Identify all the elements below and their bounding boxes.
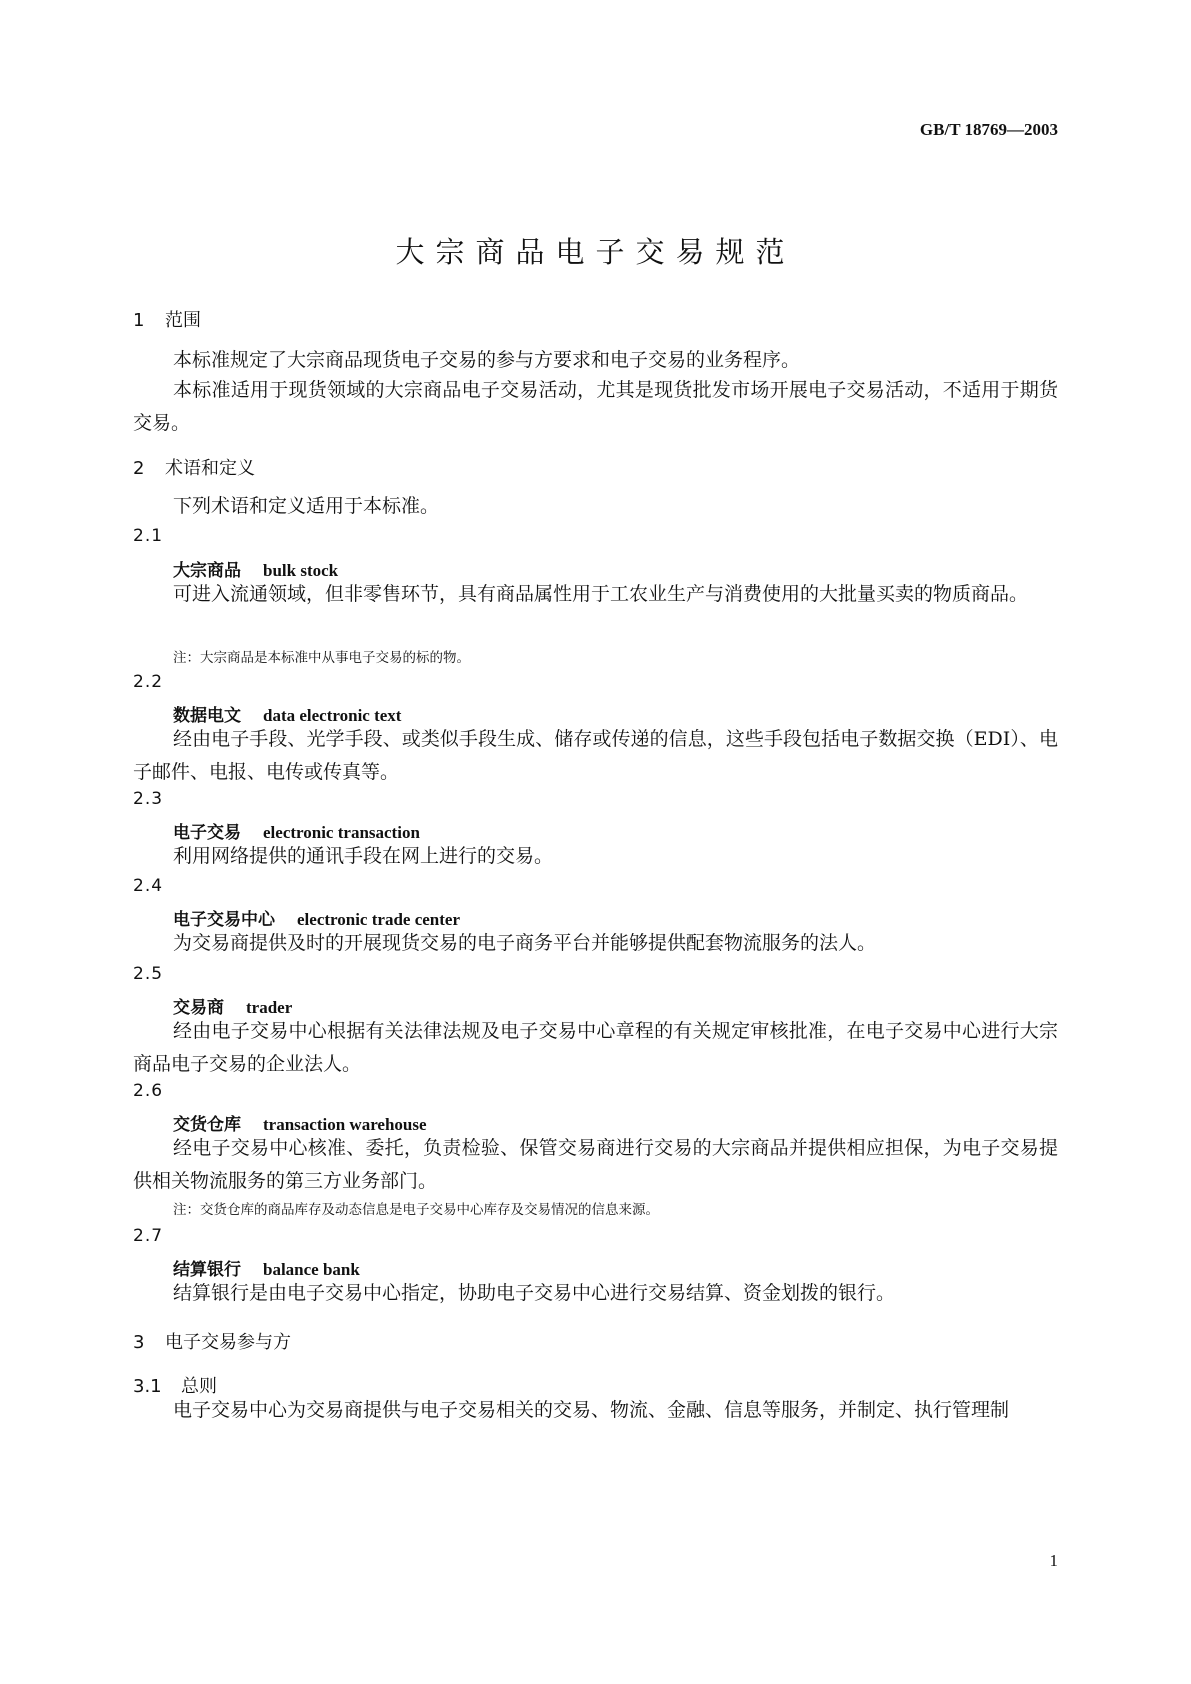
term-definition: 可进入流通领域，但非零售环节，具有商品属性用于工农业生产与消费使用的大批量买卖的物质商品。 (173, 583, 1029, 605)
section-heading-1: 1 范围 (133, 310, 201, 331)
page-number: 1 (1049, 1551, 1058, 1570)
term-name: 电子交易 electronic transaction (173, 823, 420, 843)
term-number: 2.7 (133, 1226, 164, 1246)
term-name: 电子交易中心 electronic trade center (173, 910, 460, 930)
term-note: 注：大宗商品是本标准中从事电子交易的标的物。 (173, 650, 470, 666)
term-definition: 经由电子交易中心根据有关法律法规及电子交易中心章程的有关规定审核批准，在电子交易中心进行大宗商品电子交易的企业法人。 (133, 1020, 1058, 1075)
term-definition: 为交易商提供及时的开展现货交易的电子商务平台并能够提供配套物流服务的法人。 (173, 932, 877, 954)
term-number: 2.1 (133, 526, 164, 546)
term-number: 2.2 (133, 672, 164, 692)
term-definition: 经电子交易中心核准、委托，负责检验、保管交易商进行交易的大宗商品并提供相应担保，为电子交易提供相关物流服务的第三方业务部门。 (133, 1137, 1058, 1192)
term-definition: 利用网络提供的通讯手段在网上进行的交易。 (173, 845, 554, 867)
term-name: 数据电文 data electronic text (173, 706, 402, 726)
section-heading-2: 2 术语和定义 (133, 458, 255, 479)
term-note: 注：交货仓库的商品库存及动态信息是电子交易中心库存及交易情况的信息来源。 (173, 1202, 659, 1218)
term-number: 2.5 (133, 964, 164, 984)
scope-paragraph-2: 本标准适用于现货领域的大宗商品电子交易活动，尤其是现货批发市场开展电子交易活动，不适用于期货交易。 (133, 379, 1058, 434)
term-name: 结算银行 balance bank (173, 1260, 360, 1280)
term-number: 2.3 (133, 789, 164, 809)
term-name: 交货仓库 transaction warehouse (173, 1115, 427, 1135)
standard-code: GB/T 18769—2003 (919, 120, 1058, 139)
section-heading-3: 3 电子交易参与方 (133, 1332, 291, 1353)
term-name: 大宗商品 bulk stock (173, 561, 339, 581)
term-definition: 经由电子手段、光学手段、或类似手段生成、储存或传递的信息，这些手段包括电子数据交换（EDI）、电子邮件、电报、电传或传真等。 (133, 728, 1058, 783)
section-heading-3-1: 3.1 总则 (133, 1376, 217, 1397)
term-number: 2.6 (133, 1081, 164, 1101)
terms-intro: 下列术语和定义适用于本标准。 (173, 495, 440, 517)
term-definition: 结算银行是由电子交易中心指定，协助电子交易中心进行交易结算、资金划拨的银行。 (173, 1282, 896, 1304)
scope-paragraph-1: 本标准规定了大宗商品现货电子交易的参与方要求和电子交易的业务程序。 (173, 349, 801, 371)
term-name: 交易商 trader (173, 998, 293, 1018)
term-number: 2.4 (133, 876, 164, 896)
document-title: 大宗商品电子交易规范 (395, 235, 796, 269)
general-paragraph: 电子交易中心为交易商提供与电子交易相关的交易、物流、金融、信息等服务，并制定、执行管理制 (173, 1399, 1010, 1421)
